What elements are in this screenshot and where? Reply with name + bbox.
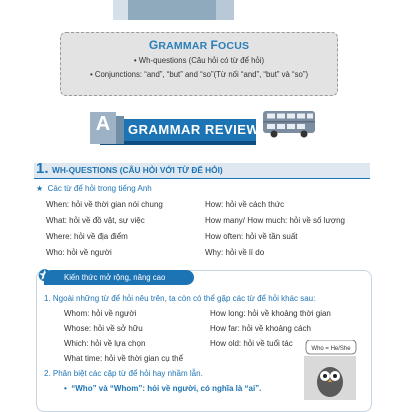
advanced-right-3: How old: hỏi về tuổi tác (210, 339, 293, 348)
section-1-rule (34, 178, 370, 179)
grammar-focus-title: GRAMMAR FOCUS (148, 38, 250, 52)
section-a-letter: A (95, 113, 111, 135)
wh-word-left-1: When: hỏi về thời gian nói chung (46, 200, 163, 209)
header-cube-cap (113, 0, 129, 20)
owl-illustration-icon (300, 340, 360, 400)
advanced-right-2: How far: hỏi về khoảng cách (210, 324, 311, 333)
wh-word-right-2: How many/ How much: hỏi về số lượng (205, 216, 345, 225)
wh-word-left-4: Who: hỏi về người (46, 248, 112, 257)
wh-word-right-3: How often: hỏi về tần suất (205, 232, 298, 241)
grammar-focus-line-2: • Conjunctions: “and”, “but” and “so”(Từ nối “and”, “but” và “so”) (89, 70, 309, 79)
section-1-number: 1. (36, 160, 49, 177)
star-badge-icon: ✪ (38, 268, 52, 285)
header-cube (128, 0, 216, 20)
advanced-left-1: Whom: hỏi về người (64, 309, 137, 318)
advanced-left-3: Which: hỏi về lựa chọn (64, 339, 146, 348)
wh-words-subheading: ★ Các từ để hỏi trong tiếng Anh (36, 184, 152, 193)
advanced-point-1: 1. Ngoài những từ để hỏi nêu trên, ta còn có thể gặp các từ để hỏi khác sau: (44, 294, 316, 303)
wh-word-right-1: How: hỏi về cách thức (205, 200, 285, 209)
section-1-title: WH-QUESTIONS (CÂU HỎI VỚI TỪ ĐỂ HỎI) (52, 165, 223, 175)
double-decker-bus-icon (260, 109, 318, 139)
owl-speech-bubble-text: Who = He/She (311, 346, 351, 352)
section-a-title: GRAMMAR REVIEW (128, 122, 260, 137)
star-bullet-icon: ★ (36, 184, 44, 193)
advanced-point-2: 2. Phân biệt các cặp từ để hỏi hay nhầm lẫn. (44, 369, 203, 378)
wh-word-left-3: Where: hỏi về địa điểm (46, 232, 128, 241)
advanced-left-4: What time: hỏi về thời gian cụ thể (64, 354, 184, 363)
wh-word-left-2: What: hỏi về đồ vật, sự việc (46, 216, 145, 225)
section-a-cube-side (116, 116, 124, 144)
wh-word-right-4: Why: hỏi về lí do (205, 248, 265, 257)
header-cube-side (216, 0, 234, 20)
advanced-right-1: How long: hỏi về khoảng thời gian (210, 309, 331, 318)
advanced-knowledge-title: Kiến thức mở rộng, nâng cao (64, 273, 166, 282)
grammar-focus-line-1: • Wh-questions (Câu hỏi có từ để hỏi) (133, 56, 265, 65)
advanced-point-2-bullet: • “Who” và “Whom”: hỏi về người, có nghĩa là “ai”. (64, 384, 262, 393)
advanced-left-2: Whose: hỏi về sở hữu (64, 324, 143, 333)
